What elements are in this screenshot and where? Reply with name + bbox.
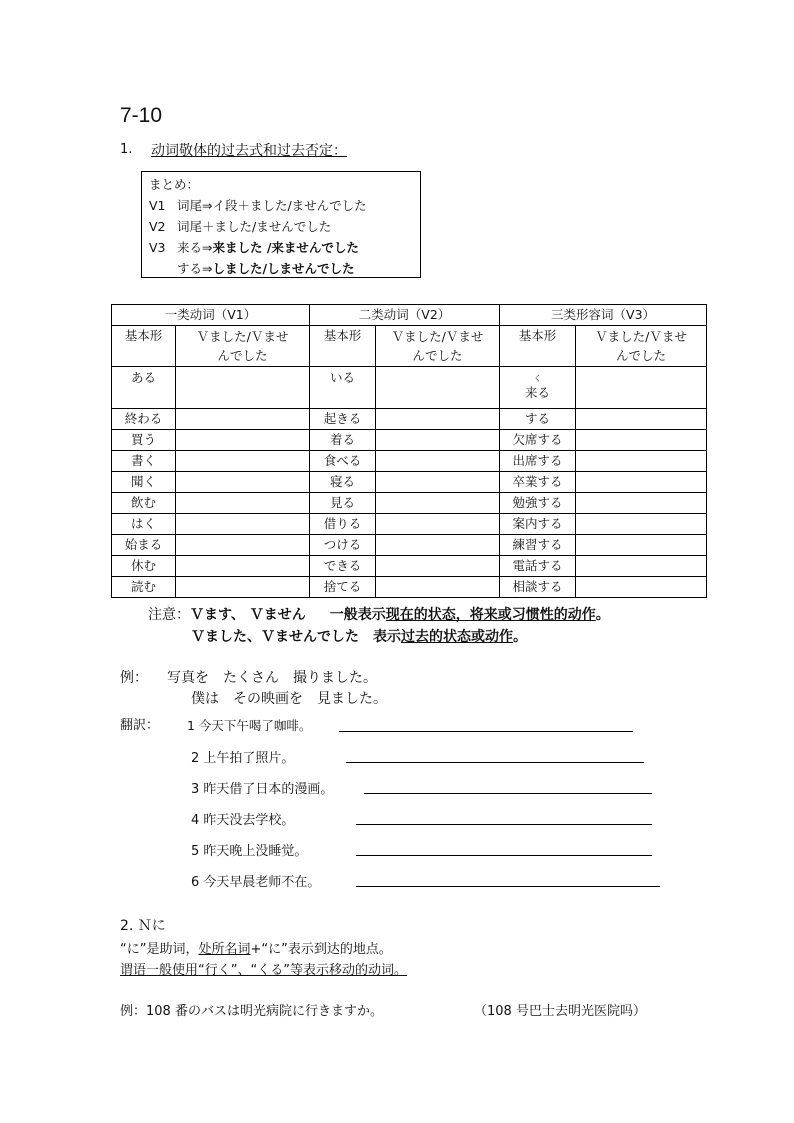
verb-v3: 相談する [500,577,576,598]
answer-line[interactable] [356,841,652,856]
v2-rule: 词尾＋ました/ませんでした [177,219,332,234]
table-row [112,451,707,472]
answer-cell-v2 [376,451,500,472]
verb-v1: 聞く [112,472,176,493]
verb-v1: はく [112,514,176,535]
table-row [112,472,707,493]
note-label: 注意： [148,607,190,623]
verb-v2: できる [310,556,376,577]
section2-example-label: 例： [120,1004,147,1019]
v3-plain-b: する⇒ [177,261,213,276]
section2-line-1: “に”是助词，处所名词+“に”表示到达的地点。 [120,942,392,957]
verb-v2: つける [310,535,376,556]
answer-cell-v2 [376,535,500,556]
verb-v2: 食べる [310,451,376,472]
answer-cell-v2 [376,430,500,451]
verb-table [111,304,707,598]
note-past-usage: 过去的状态或动作 [401,629,513,645]
answer-cell-v1 [176,451,310,472]
sub-header-base-v2: 基本形 [310,326,376,367]
verb-v2: 借りる [310,514,376,535]
section2-example-translation: （108 号巴士去明光医院吗） [474,1004,646,1019]
verb-v1: ある [112,367,176,409]
answer-cell-v2 [376,493,500,514]
answer-cell-v3 [576,514,707,535]
section2-line-2: 谓语一般使用“行く”、“くる”等表示移动的动词。 [120,963,407,978]
example-label: 例： [120,670,148,686]
note-past-prefix: 表示 [373,629,401,645]
verb-v1: 終わる [112,409,176,430]
note-line-1: 注意：Ｖます、 Ｖません 一般表示现在的状态，将来或习惯性的动作。 [148,607,610,623]
sub-header-form-v1: Ｖました/Ｖませ んでした [176,326,310,367]
answer-cell-v1 [176,472,310,493]
example-sentence-1: 写真を たくさん 撮りました。 [167,670,377,686]
note-present-forms: Ｖます、 Ｖません [190,607,306,623]
v2-tag: V2 [149,219,166,234]
table-row [112,535,707,556]
answer-cell-v3 [576,535,707,556]
group-header-v3: 三类形容词（V3） [500,305,707,326]
verb-v2: 寝る [310,472,376,493]
translation-item: 5 昨天晚上没睡觉。 [191,844,308,859]
verb-v3 [500,367,576,409]
answer-cell-v3 [576,577,707,598]
sub-header-form-v3: Ｖました/Ｖませ んでした [576,326,707,367]
verb-v3: 卒業する [500,472,576,493]
group-header-v1: 一类动词（V1） [112,305,310,326]
group-header-v2: 二类动词（V2） [310,305,500,326]
table-row [112,367,707,409]
translation-item: 3 昨天借了日本的漫画。 [191,782,334,797]
sub-header-form-v2: Ｖました/Ｖませ んでした [376,326,500,367]
answer-cell-v2 [376,367,500,409]
section1-heading: 动词敬体的过去式和过去否定： [151,143,347,159]
verb-v2: 着る [310,430,376,451]
answer-cell-v3 [576,556,707,577]
answer-line[interactable] [339,717,633,732]
answer-line[interactable] [356,810,652,825]
translation-label: 翻訳： [120,718,160,733]
v3-bold-b: しました/しませんでした [212,261,355,276]
answer-cell-v2 [376,556,500,577]
answer-cell-v3 [576,430,707,451]
v3-plain-a: 来る⇒ [177,240,213,255]
page-title: 7-10 [120,104,163,127]
section2-example-text: 108 番のバスは明光病院に行きますか。 [146,1004,383,1019]
verb-v1: 始まる [112,535,176,556]
v1-rule: 词尾⇒イ段＋ました/ませんでした [177,198,367,213]
location-noun-term: 处所名词 [198,942,251,957]
sub-header-base-v1: 基本形 [112,326,176,367]
answer-cell-v2 [376,577,500,598]
summary-title: まとめ： [149,177,200,192]
answer-cell-v1 [176,535,310,556]
verb-v1: 休む [112,556,176,577]
verb-v1: 飲む [112,493,176,514]
answer-line[interactable] [356,872,660,887]
answer-line[interactable] [364,779,652,794]
answer-cell-v1 [176,493,310,514]
table-row [112,556,707,577]
note-past-forms: Ｖました、Ｖませんでした [191,629,359,645]
answer-cell-v3 [576,367,707,409]
translation-item: 2 上午拍了照片。 [191,751,295,766]
table-row [112,409,707,430]
verb-v3: 練習する [500,535,576,556]
furigana-base: 来る [525,384,551,400]
answer-cell-v3 [576,451,707,472]
verb-v3: 案内する [500,514,576,535]
summary-v1-line [149,195,413,216]
section1-number: 1. [120,142,133,157]
furigana-reading: く [533,373,542,383]
answer-cell-v2 [376,409,500,430]
answer-cell-v1 [176,556,310,577]
summary-v3-line-2 [149,258,413,279]
answer-cell-v2 [376,514,500,535]
translation-item: 1 今天下午喝了咖啡。 [187,718,312,733]
verb-v3: する [500,409,576,430]
table-row [112,577,707,598]
table-row [112,493,707,514]
table-group-header-row [112,305,707,326]
verb-v3: 出席する [500,451,576,472]
table-row [112,514,707,535]
table-sub-header-row [112,326,707,367]
translation-item: 6 今天早晨老师不在。 [191,875,321,890]
v3-bold-a: 来ました /来ませんでした [212,240,359,255]
table-row [112,430,707,451]
v1-tag: V1 [149,198,166,213]
section2-heading: 2. Ｎに [120,918,166,934]
summary-v2-line [149,216,413,237]
answer-cell-v3 [576,493,707,514]
summary-box [141,171,421,278]
note-present-usage: 现在的状态，将来或习惯性的动作 [385,607,596,623]
answer-cell-v1 [176,409,310,430]
verb-v3: 欠席する [500,430,576,451]
verb-v2: 見る [310,493,376,514]
answer-cell-v1 [176,577,310,598]
answer-cell-v1 [176,514,310,535]
furigana-word [525,373,550,402]
answer-cell-v3 [576,409,707,430]
verb-v2: 起きる [310,409,376,430]
note-present-prefix: 一般表示 [329,607,386,623]
answer-cell-v2 [376,472,500,493]
answer-cell-v1 [176,430,310,451]
example-sentence-2: 僕は その映画を 見ました。 [191,691,387,707]
verb-v3: 勉強する [500,493,576,514]
section2-example [120,1000,383,1019]
verb-v1: 買う [112,430,176,451]
summary-v3-line [149,237,413,258]
verb-v1: 読む [112,577,176,598]
answer-line[interactable] [346,748,644,763]
note-line-2: Ｖました、Ｖませんでした 表示过去的状态或动作。 [191,629,527,645]
verb-v2: いる [310,367,376,409]
verb-v2: 捨てる [310,577,376,598]
v3-tag: V3 [149,240,166,255]
verb-v3: 電話する [500,556,576,577]
answer-cell-v1 [176,367,310,409]
verb-v1: 書く [112,451,176,472]
sub-header-base-v3: 基本形 [500,326,576,367]
translation-item: 4 昨天没去学校。 [191,813,295,828]
answer-cell-v3 [576,472,707,493]
